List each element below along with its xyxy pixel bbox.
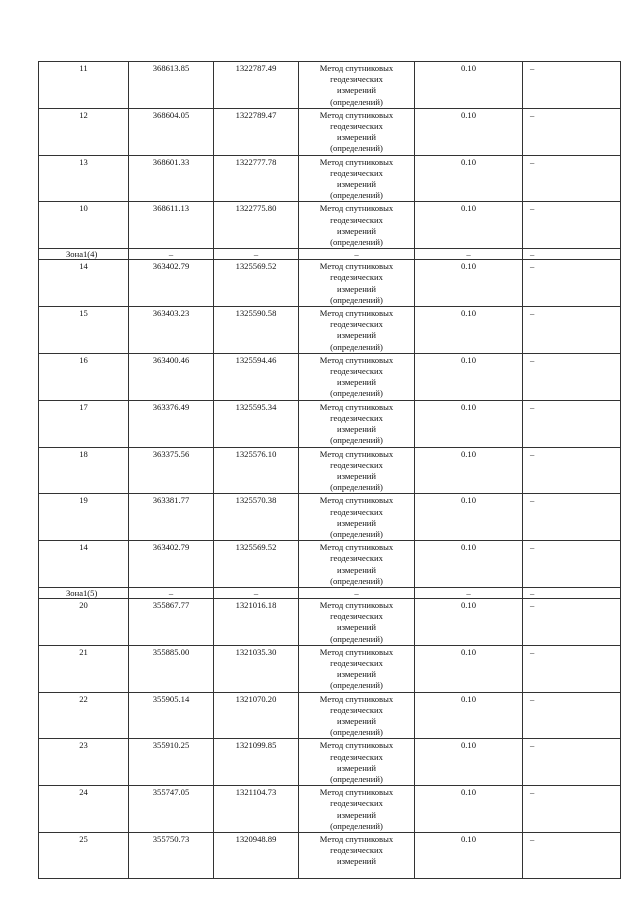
method-line: геодезических	[330, 704, 383, 715]
method-line: (определений)	[330, 237, 383, 248]
method-line: Метод спутниковых	[319, 354, 394, 365]
note-cell: –	[523, 353, 621, 400]
note-cell: –	[523, 598, 621, 645]
method-cell	[299, 494, 415, 541]
accuracy-value: 0.10	[415, 307, 523, 354]
method-line: измерений	[336, 762, 377, 773]
zone-row	[39, 587, 621, 598]
accuracy-value: 0.10	[415, 62, 523, 109]
method-line: измерений	[336, 622, 377, 633]
coordinate-x: 363402.79	[129, 541, 214, 588]
method-line: геодезических	[330, 798, 383, 809]
note-cell: –	[523, 202, 621, 249]
method-line: (определений)	[330, 633, 383, 644]
method-line: измерений	[336, 564, 377, 575]
method-line: Метод спутниковых	[319, 109, 394, 120]
coordinate-x: 355867.77	[129, 598, 214, 645]
method-line: Метод спутниковых	[319, 834, 394, 844]
method-line: геодезических	[330, 366, 383, 377]
coordinate-x: 363403.23	[129, 307, 214, 354]
method-line: геодезических	[330, 167, 383, 178]
coordinate-x: 368604.05	[129, 108, 214, 155]
method-cell	[299, 786, 415, 833]
method-line: Метод спутниковых	[319, 203, 394, 214]
point-row	[39, 307, 621, 354]
method-line: измерений	[336, 669, 377, 680]
point-number: 20	[39, 598, 129, 645]
note-cell: –	[523, 108, 621, 155]
coordinate-y: 1321104.73	[214, 786, 299, 833]
point-number: 14	[39, 541, 129, 588]
note-cell: –	[523, 541, 621, 588]
coordinate-x: 368613.85	[129, 62, 214, 109]
point-row	[39, 598, 621, 645]
accuracy-value: 0.10	[415, 202, 523, 249]
zone-dash-cell: –	[129, 587, 214, 598]
method-line: (определений)	[330, 482, 383, 493]
method-line: Метод спутниковых	[319, 448, 394, 459]
coordinate-y: 1322775.80	[214, 202, 299, 249]
method-line: измерений	[336, 517, 377, 528]
zone-dash-cell: –	[523, 587, 621, 598]
note-cell: –	[523, 833, 621, 879]
method-line: Метод спутниковых	[319, 740, 394, 751]
accuracy-value: 0.10	[415, 541, 523, 588]
accuracy-value: 0.10	[415, 598, 523, 645]
coordinate-x: 363375.56	[129, 447, 214, 494]
method-cell	[299, 62, 415, 109]
point-number: 22	[39, 692, 129, 739]
point-row	[39, 108, 621, 155]
point-row	[39, 494, 621, 541]
note-cell: –	[523, 494, 621, 541]
method-cell	[299, 307, 415, 354]
method-line: геодезических	[330, 657, 383, 668]
point-row	[39, 739, 621, 786]
note-cell: –	[523, 692, 621, 739]
point-number: 12	[39, 108, 129, 155]
method-line: (определений)	[330, 96, 383, 107]
coordinate-y: 1325570.38	[214, 494, 299, 541]
point-number: 15	[39, 307, 129, 354]
coordinate-x: 363376.49	[129, 400, 214, 447]
note-cell: –	[523, 260, 621, 307]
point-row	[39, 786, 621, 833]
point-number: 14	[39, 260, 129, 307]
coordinate-y: 1325569.52	[214, 260, 299, 307]
point-number: 25	[39, 833, 129, 879]
method-line: (определений)	[330, 680, 383, 691]
zone-dash-cell: –	[214, 587, 299, 598]
coordinate-y: 1321016.18	[214, 598, 299, 645]
method-cell	[299, 645, 415, 692]
method-cell	[299, 598, 415, 645]
point-number: 24	[39, 786, 129, 833]
zone-dash-cell: –	[415, 249, 523, 260]
coordinate-y: 1325595.34	[214, 400, 299, 447]
zone-dash-cell: –	[299, 249, 415, 260]
coordinate-y: 1325576.10	[214, 447, 299, 494]
method-cell	[299, 353, 415, 400]
accuracy-value: 0.10	[415, 692, 523, 739]
method-line: Метод спутниковых	[319, 599, 394, 610]
coordinate-x: 363381.77	[129, 494, 214, 541]
point-row	[39, 202, 621, 249]
point-row	[39, 692, 621, 739]
accuracy-value: 0.10	[415, 447, 523, 494]
method-cell	[299, 541, 415, 588]
zone-label: Зона1(5)	[39, 587, 129, 598]
method-line: измерений	[336, 179, 377, 190]
point-row	[39, 541, 621, 588]
method-line: геодезических	[330, 74, 383, 85]
method-line: Метод спутниковых	[319, 156, 394, 167]
method-cell	[299, 155, 415, 202]
point-number: 10	[39, 202, 129, 249]
method-line: (определений)	[330, 820, 383, 831]
coordinate-x: 355905.14	[129, 692, 214, 739]
coordinate-x: 355747.05	[129, 786, 214, 833]
method-line: геодезических	[330, 214, 383, 225]
method-line: (определений)	[330, 294, 383, 305]
method-cell	[299, 202, 415, 249]
method-line: (определений)	[330, 190, 383, 201]
point-row	[39, 447, 621, 494]
method-line: геодезических	[330, 459, 383, 470]
accuracy-value: 0.10	[415, 494, 523, 541]
method-line: (определений)	[330, 143, 383, 154]
coordinate-x: 355885.00	[129, 645, 214, 692]
point-number: 11	[39, 62, 129, 109]
zone-dash-cell: –	[129, 249, 214, 260]
method-line: измерений	[336, 283, 377, 294]
method-cell	[299, 739, 415, 786]
coordinates-table-body	[39, 62, 621, 879]
coordinate-x: 368611.13	[129, 202, 214, 249]
method-line: измерений	[336, 715, 377, 726]
accuracy-value: 0.10	[415, 786, 523, 833]
method-line: Метод спутниковых	[319, 542, 394, 553]
point-number: 21	[39, 645, 129, 692]
method-line: геодезических	[330, 319, 383, 330]
method-line: Метод спутниковых	[319, 646, 394, 657]
method-line: геодезических	[330, 121, 383, 132]
coordinates-table	[38, 61, 621, 879]
coordinate-y: 1321035.30	[214, 645, 299, 692]
zone-dash-cell: –	[214, 249, 299, 260]
method-line: (определений)	[330, 435, 383, 446]
coordinate-y: 1325594.46	[214, 353, 299, 400]
point-number: 17	[39, 400, 129, 447]
method-cell	[299, 692, 415, 739]
accuracy-value: 0.10	[415, 400, 523, 447]
point-row	[39, 645, 621, 692]
note-cell: –	[523, 307, 621, 354]
accuracy-value: 0.10	[415, 108, 523, 155]
note-cell: –	[523, 786, 621, 833]
coordinate-x: 355910.25	[129, 739, 214, 786]
coordinate-y: 1320948.89	[214, 833, 299, 879]
coordinate-y: 1321070.20	[214, 692, 299, 739]
accuracy-value: 0.10	[415, 353, 523, 400]
point-number: 19	[39, 494, 129, 541]
method-line: геодезических	[330, 506, 383, 517]
point-row	[39, 155, 621, 202]
method-cell	[299, 447, 415, 494]
method-line: измерений	[336, 809, 377, 820]
method-cell	[299, 400, 415, 447]
coordinate-y: 1325590.58	[214, 307, 299, 354]
note-cell: –	[523, 645, 621, 692]
method-line: (определений)	[330, 773, 383, 784]
zone-label: Зона1(4)	[39, 249, 129, 260]
method-line: измерений	[336, 470, 377, 481]
coordinate-y: 1321099.85	[214, 739, 299, 786]
coordinate-x: 355750.73	[129, 833, 214, 879]
point-row	[39, 62, 621, 109]
method-line: измерений	[336, 424, 377, 435]
note-cell: –	[523, 400, 621, 447]
accuracy-value: 0.10	[415, 739, 523, 786]
method-line: Метод спутниковых	[319, 693, 394, 704]
accuracy-value: 0.10	[415, 833, 523, 879]
point-row	[39, 260, 621, 307]
method-line: Метод спутниковых	[319, 787, 394, 798]
method-cell	[299, 108, 415, 155]
method-line: Метод спутниковых	[319, 261, 394, 272]
coordinate-x: 363400.46	[129, 353, 214, 400]
zone-row	[39, 249, 621, 260]
note-cell: –	[523, 447, 621, 494]
method-line: геодезических	[330, 845, 383, 856]
point-number: 23	[39, 739, 129, 786]
method-line: Метод спутниковых	[319, 401, 394, 412]
method-line: (определений)	[330, 575, 383, 586]
method-line: (определений)	[330, 341, 383, 352]
method-line: (определений)	[330, 388, 383, 399]
method-line: геодезических	[330, 751, 383, 762]
zone-dash-cell: –	[523, 249, 621, 260]
note-cell: –	[523, 155, 621, 202]
coordinate-y: 1325569.52	[214, 541, 299, 588]
method-cell	[299, 260, 415, 307]
method-line: Метод спутниковых	[319, 63, 394, 73]
note-cell: –	[523, 739, 621, 786]
coordinate-x: 368601.33	[129, 155, 214, 202]
method-line: измерений	[336, 856, 377, 867]
method-line: Метод спутниковых	[319, 495, 394, 506]
method-line: измерений	[336, 377, 377, 388]
zone-dash-cell: –	[299, 587, 415, 598]
point-row	[39, 833, 621, 879]
accuracy-value: 0.10	[415, 645, 523, 692]
method-line: геодезических	[330, 272, 383, 283]
method-line: измерений	[336, 85, 377, 96]
coordinate-y: 1322789.47	[214, 108, 299, 155]
method-line: геодезических	[330, 412, 383, 423]
method-line: измерений	[336, 330, 377, 341]
point-row	[39, 400, 621, 447]
accuracy-value: 0.10	[415, 155, 523, 202]
method-line: измерений	[336, 225, 377, 236]
coordinate-x: 363402.79	[129, 260, 214, 307]
method-line: (определений)	[330, 528, 383, 539]
note-cell: –	[523, 62, 621, 109]
method-line: (определений)	[330, 727, 383, 738]
method-cell	[299, 833, 415, 879]
zone-dash-cell: –	[415, 587, 523, 598]
method-line: Метод спутниковых	[319, 308, 394, 319]
point-number: 13	[39, 155, 129, 202]
point-number: 16	[39, 353, 129, 400]
method-line: измерений	[336, 132, 377, 143]
coordinate-y: 1322777.78	[214, 155, 299, 202]
method-line: геодезических	[330, 553, 383, 564]
point-row	[39, 353, 621, 400]
coordinate-y: 1322787.49	[214, 62, 299, 109]
method-line: геодезических	[330, 611, 383, 622]
point-number: 18	[39, 447, 129, 494]
accuracy-value: 0.10	[415, 260, 523, 307]
